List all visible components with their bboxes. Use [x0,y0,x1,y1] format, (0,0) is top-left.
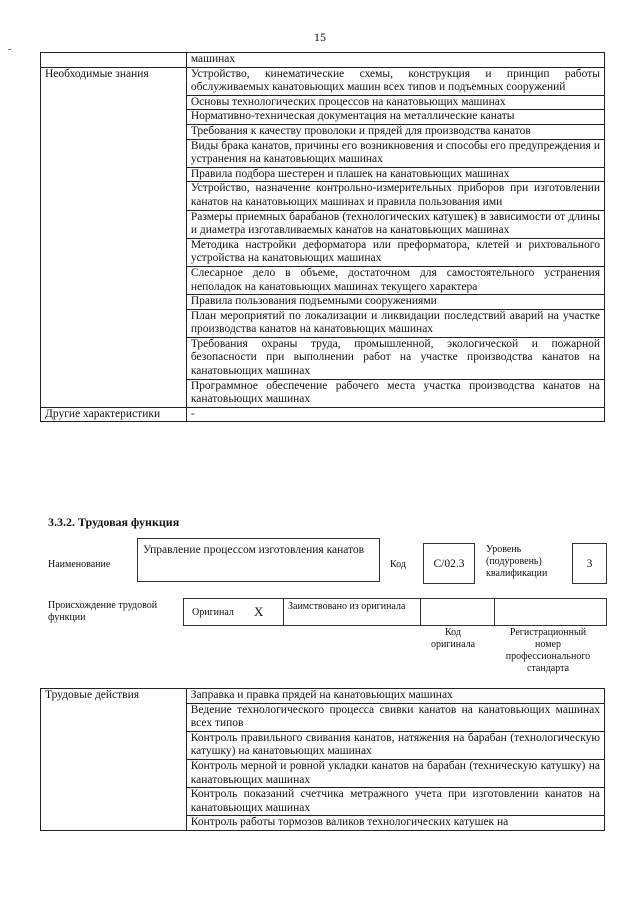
function-code: С/02.3 [433,557,465,570]
margin-mark: - [8,44,12,55]
list-item: План мероприятий по локализации и ликвидации последствий аварий на участке производства канатов на канатовьющих машинах [186,309,604,337]
list-item: Устройство, кинематические схемы, конструкция и принцип работы обслуживаемых канатовьющих машин всех типов и подъемных сооружений [186,67,604,95]
list-item: Заправка и правка прядей на канатовьющих машинах [186,689,604,704]
level-value: 3 [586,557,593,570]
list-item: Правила подбора шестерен и плашек на канатовьющих машинах [186,167,604,182]
list-item: Требования к качеству проволоки и прядей для производства канатов [186,124,604,139]
origin-divider-1 [283,599,284,625]
list-item: машинах [186,53,604,68]
level-label: Уровень (подуровень) квалификации [486,544,548,579]
table-row [41,689,605,704]
knowledge-table [40,52,605,422]
list-item: Контроль правильного свивания канатов, натяжения на барабан (технологическую катушку) на канатовьющих машинах [186,731,604,759]
list-item: Требования охраны труда, промышленной, экологической и пожарной безопасности при выполнении работ на участке производства канатов на канатовьющих машинах [186,337,604,379]
reg-caption: Регистрационный номер профессионального стандарта [505,627,591,674]
code-caption: Код оригинала [430,627,476,650]
list-item: Основы технологических процессов на канатовьющих машинах [186,95,604,110]
borrowed-label: Заимствовано из оригинала [288,601,406,612]
table-row [41,53,605,68]
other-label: Другие характеристики [41,407,187,422]
function-name-box [137,538,380,582]
list-item: Контроль мерной и ровной укладки канатов на барабан (техническую катушку) на канатовьющих машинах [186,759,604,787]
origin-label: Происхождение трудовой функции [48,600,158,623]
origin-divider-3 [494,599,495,625]
table-row [41,407,605,422]
list-item: Контроль работы тормозов валиков технологических катушек на [186,816,604,831]
origin-box [183,598,607,626]
list-item: Правила пользования подъемными сооружениями [186,295,604,310]
knowledge-label: Необходимые знания [41,67,187,407]
name-label: Наименование [48,559,111,570]
list-item: Устройство, назначение контрольно-измерительных приборов при изготовлении канатов на канатовьющих машинах и правила пользования ими [186,182,604,210]
other-value: - [186,407,604,422]
row-label [41,53,187,68]
function-name: Управление процессом изготовления канатов [143,544,365,556]
level-box [572,543,607,584]
original-label: Оригинал [192,607,234,618]
original-mark: X [254,604,264,619]
code-box [423,543,475,584]
list-item: Методика настройки деформатора или преформатора, клетей и рихтовального устройства на канатовьющих машинах [186,238,604,266]
section-heading: 3.3.2. Трудовая функция [48,515,180,529]
list-item: Нормативно-техническая документация на металлические канаты [186,110,604,125]
list-item: Ведение технологического процесса свивки канатов на канатовьющих машинах всех типов [186,703,604,731]
actions-label: Трудовые действия [41,689,187,831]
list-item: Программное обеспечение рабочего места участка производства канатов на канатовьющих машинах [186,379,604,407]
list-item: Размеры приемных барабанов (технологических катушек) в зависимости от длины и диаметра изготавливаемых канатов на канатовьющих машинах [186,210,604,238]
page-number: 15 [314,30,326,44]
list-item: Виды брака канатов, причины его возникновения и способы его предупреждения и устранения на канатовьющих машинах [186,139,604,167]
code-label: Код [390,559,406,570]
list-item: Контроль показаний счетчика метражного учета при изготовлении канатов на канатовьющих машинах [186,788,604,816]
origin-divider-2 [420,599,421,625]
actions-table [40,688,605,831]
list-item: Слесарное дело в объеме, достаточном для самостоятельного устранения неполадок на канатовьющих машинах текущего характера [186,266,604,294]
table-row [41,67,605,95]
